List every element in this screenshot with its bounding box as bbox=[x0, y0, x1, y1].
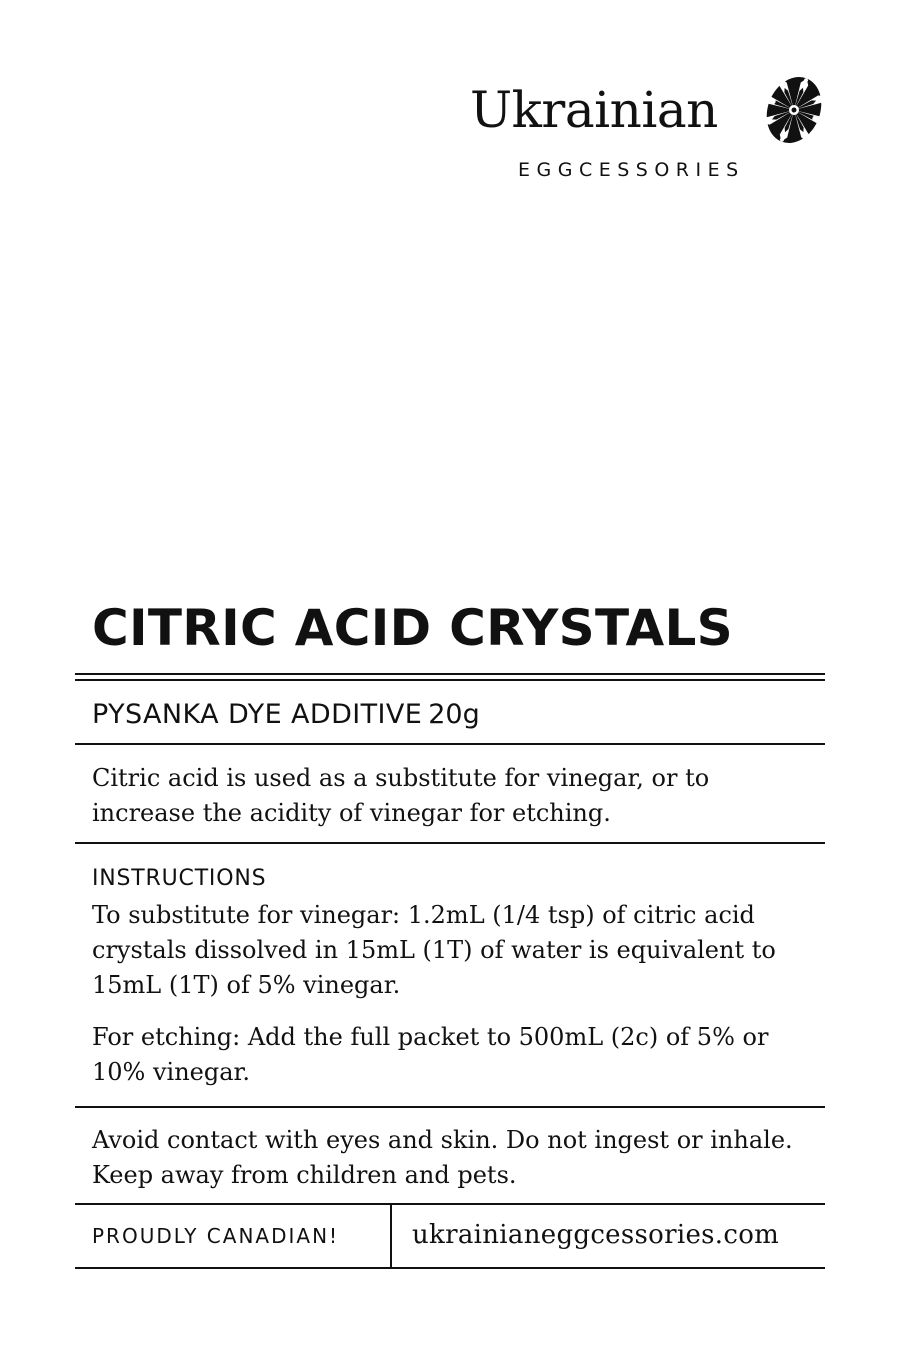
instructions-heading: INSTRUCTIONS bbox=[92, 866, 267, 891]
pysanka-egg-icon bbox=[760, 68, 828, 152]
divider bbox=[75, 1203, 825, 1205]
instructions-line: To substitute for vinegar: 1.2mL (1/4 tsp) of citric acid bbox=[92, 901, 755, 929]
warning-line: Avoid contact with eyes and skin. Do not ingest or inhale. bbox=[92, 1126, 793, 1154]
product-title: CITRIC ACID CRYSTALS bbox=[92, 599, 733, 657]
product-weight: 20g bbox=[428, 699, 480, 730]
instructions-line: For etching: Add the full packet to 500mL (2c) of 5% or bbox=[92, 1023, 769, 1051]
slogan: PROUDLY CANADIAN! bbox=[92, 1224, 340, 1248]
footer-rule bbox=[75, 1267, 825, 1269]
description bbox=[92, 761, 822, 831]
description-line: increase the acidity of vinegar for etching. bbox=[92, 799, 611, 827]
instructions-substitute bbox=[92, 898, 822, 1003]
divider bbox=[75, 743, 825, 745]
instructions-etching bbox=[92, 1020, 822, 1090]
instructions-line: crystals dissolved in 15mL (1T) of water is equivalent to bbox=[92, 936, 776, 964]
warning-line: Keep away from children and pets. bbox=[92, 1161, 517, 1189]
title-rule-top bbox=[75, 673, 825, 675]
instructions-line: 10% vinegar. bbox=[92, 1058, 251, 1086]
brand-tagline: EGGCESSORIES bbox=[518, 159, 745, 181]
brand-name: Ukrainian bbox=[470, 81, 718, 139]
divider bbox=[75, 842, 825, 844]
description-line: Citric acid is used as a substitute for vinegar, or to bbox=[92, 764, 710, 792]
product-subtitle bbox=[92, 697, 480, 733]
website-link[interactable]: ukrainianeggcessories.com bbox=[412, 1220, 780, 1250]
divider bbox=[75, 1106, 825, 1108]
footer-divider bbox=[390, 1205, 392, 1269]
instructions-line: 15mL (1T) of 5% vinegar. bbox=[92, 971, 401, 999]
product-type: PYSANKA DYE ADDITIVE bbox=[92, 699, 423, 730]
warning bbox=[92, 1123, 822, 1193]
title-rule-bottom bbox=[75, 679, 825, 681]
brand-logo bbox=[470, 78, 830, 198]
